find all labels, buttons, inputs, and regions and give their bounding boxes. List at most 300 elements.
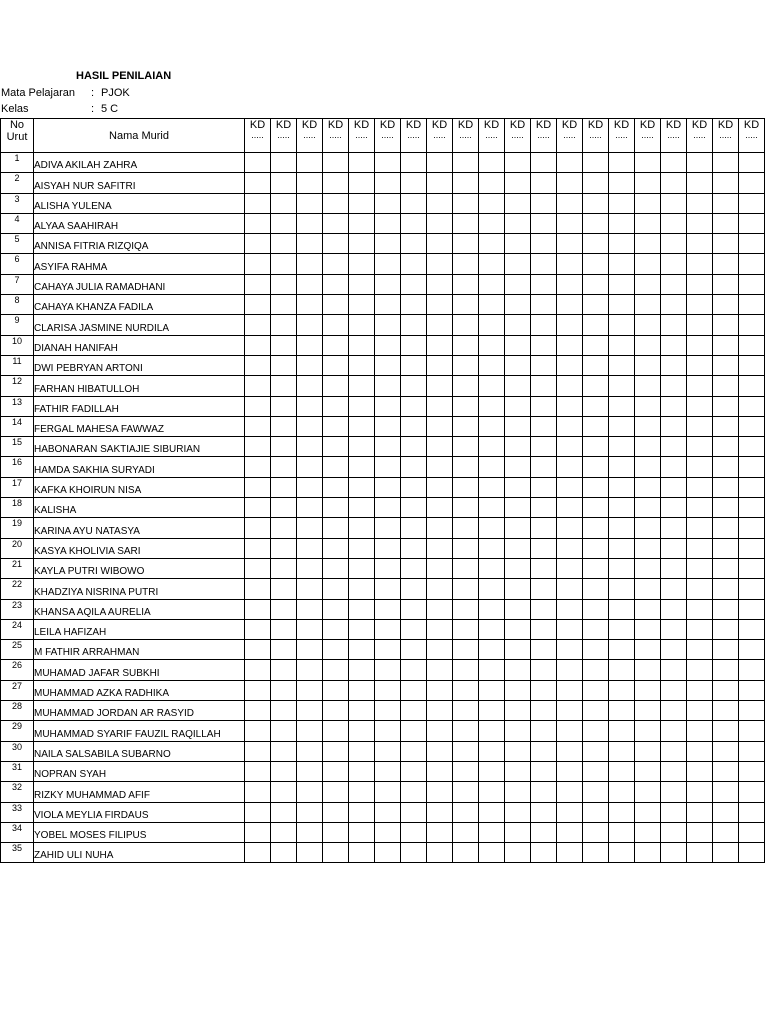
kd-score-cell[interactable] [427, 640, 453, 660]
kd-score-cell[interactable] [271, 660, 297, 680]
kd-score-cell[interactable] [687, 802, 713, 822]
kd-score-cell[interactable] [713, 822, 739, 842]
kd-score-cell[interactable] [583, 315, 609, 335]
kd-score-cell[interactable] [245, 802, 271, 822]
kd-score-cell[interactable] [245, 782, 271, 802]
kd-score-cell[interactable] [245, 619, 271, 639]
kd-score-cell[interactable] [739, 518, 765, 538]
kd-score-cell[interactable] [531, 518, 557, 538]
kd-score-cell[interactable] [583, 640, 609, 660]
kd-score-cell[interactable] [635, 782, 661, 802]
kd-score-cell[interactable] [453, 234, 479, 254]
kd-score-cell[interactable] [401, 213, 427, 233]
kd-score-cell[interactable] [635, 254, 661, 274]
kd-score-cell[interactable] [531, 335, 557, 355]
kd-score-cell[interactable] [323, 355, 349, 375]
kd-score-cell[interactable] [505, 335, 531, 355]
kd-score-cell[interactable] [245, 640, 271, 660]
kd-score-cell[interactable] [531, 640, 557, 660]
kd-score-cell[interactable] [271, 355, 297, 375]
kd-score-cell[interactable] [505, 498, 531, 518]
kd-score-cell[interactable] [427, 660, 453, 680]
kd-score-cell[interactable] [687, 234, 713, 254]
kd-score-cell[interactable] [245, 843, 271, 863]
kd-score-cell[interactable] [323, 234, 349, 254]
kd-score-cell[interactable] [635, 376, 661, 396]
kd-score-cell[interactable] [271, 477, 297, 497]
kd-score-cell[interactable] [739, 315, 765, 335]
kd-score-cell[interactable] [635, 416, 661, 436]
kd-score-cell[interactable] [323, 843, 349, 863]
kd-score-cell[interactable] [687, 782, 713, 802]
kd-score-cell[interactable] [713, 477, 739, 497]
kd-score-cell[interactable] [557, 274, 583, 294]
kd-score-cell[interactable] [245, 741, 271, 761]
kd-score-cell[interactable] [687, 437, 713, 457]
kd-score-cell[interactable] [271, 701, 297, 721]
kd-score-cell[interactable] [349, 234, 375, 254]
kd-score-cell[interactable] [427, 498, 453, 518]
kd-score-cell[interactable] [427, 416, 453, 436]
kd-score-cell[interactable] [297, 213, 323, 233]
kd-score-cell[interactable] [453, 822, 479, 842]
kd-score-cell[interactable] [453, 315, 479, 335]
kd-score-cell[interactable] [713, 680, 739, 700]
kd-score-cell[interactable] [271, 173, 297, 193]
kd-score-cell[interactable] [323, 416, 349, 436]
kd-score-cell[interactable] [453, 274, 479, 294]
kd-score-cell[interactable] [609, 721, 635, 741]
kd-score-cell[interactable] [635, 295, 661, 315]
kd-score-cell[interactable] [531, 680, 557, 700]
kd-score-cell[interactable] [375, 376, 401, 396]
kd-score-cell[interactable] [271, 721, 297, 741]
kd-score-cell[interactable] [557, 843, 583, 863]
kd-score-cell[interactable] [661, 761, 687, 781]
kd-score-cell[interactable] [531, 538, 557, 558]
kd-score-cell[interactable] [531, 376, 557, 396]
kd-score-cell[interactable] [557, 457, 583, 477]
kd-score-cell[interactable] [401, 619, 427, 639]
kd-score-cell[interactable] [687, 335, 713, 355]
kd-score-cell[interactable] [661, 782, 687, 802]
kd-score-cell[interactable] [375, 579, 401, 599]
kd-score-cell[interactable] [583, 335, 609, 355]
kd-score-cell[interactable] [245, 315, 271, 335]
kd-score-cell[interactable] [505, 315, 531, 335]
kd-score-cell[interactable] [453, 843, 479, 863]
kd-score-cell[interactable] [609, 761, 635, 781]
kd-score-cell[interactable] [427, 193, 453, 213]
kd-score-cell[interactable] [739, 761, 765, 781]
kd-score-cell[interactable] [609, 335, 635, 355]
kd-score-cell[interactable] [661, 193, 687, 213]
kd-score-cell[interactable] [453, 538, 479, 558]
kd-score-cell[interactable] [739, 579, 765, 599]
kd-score-cell[interactable] [427, 843, 453, 863]
kd-score-cell[interactable] [297, 660, 323, 680]
kd-score-cell[interactable] [609, 599, 635, 619]
kd-score-cell[interactable] [349, 355, 375, 375]
kd-score-cell[interactable] [297, 579, 323, 599]
kd-score-cell[interactable] [245, 457, 271, 477]
kd-score-cell[interactable] [687, 599, 713, 619]
kd-score-cell[interactable] [375, 234, 401, 254]
kd-score-cell[interactable] [375, 457, 401, 477]
kd-score-cell[interactable] [479, 660, 505, 680]
kd-score-cell[interactable] [635, 802, 661, 822]
kd-score-cell[interactable] [453, 558, 479, 578]
kd-score-cell[interactable] [323, 599, 349, 619]
kd-score-cell[interactable] [245, 234, 271, 254]
kd-score-cell[interactable] [609, 579, 635, 599]
kd-score-cell[interactable] [271, 315, 297, 335]
kd-score-cell[interactable] [635, 558, 661, 578]
kd-score-cell[interactable] [739, 396, 765, 416]
kd-score-cell[interactable] [453, 640, 479, 660]
kd-score-cell[interactable] [453, 701, 479, 721]
kd-score-cell[interactable] [609, 619, 635, 639]
kd-score-cell[interactable] [687, 680, 713, 700]
kd-score-cell[interactable] [271, 437, 297, 457]
kd-score-cell[interactable] [505, 376, 531, 396]
kd-score-cell[interactable] [323, 660, 349, 680]
kd-score-cell[interactable] [349, 254, 375, 274]
kd-score-cell[interactable] [739, 477, 765, 497]
kd-score-cell[interactable] [375, 173, 401, 193]
kd-score-cell[interactable] [479, 822, 505, 842]
kd-score-cell[interactable] [687, 660, 713, 680]
kd-score-cell[interactable] [505, 741, 531, 761]
kd-score-cell[interactable] [479, 335, 505, 355]
kd-score-cell[interactable] [323, 822, 349, 842]
kd-score-cell[interactable] [713, 234, 739, 254]
kd-score-cell[interactable] [453, 619, 479, 639]
kd-score-cell[interactable] [401, 396, 427, 416]
kd-score-cell[interactable] [609, 355, 635, 375]
kd-score-cell[interactable] [739, 335, 765, 355]
kd-score-cell[interactable] [375, 660, 401, 680]
kd-score-cell[interactable] [583, 538, 609, 558]
kd-score-cell[interactable] [349, 498, 375, 518]
kd-score-cell[interactable] [557, 579, 583, 599]
kd-score-cell[interactable] [609, 477, 635, 497]
kd-score-cell[interactable] [635, 437, 661, 457]
kd-score-cell[interactable] [583, 498, 609, 518]
kd-score-cell[interactable] [557, 416, 583, 436]
kd-score-cell[interactable] [297, 315, 323, 335]
kd-score-cell[interactable] [687, 761, 713, 781]
kd-score-cell[interactable] [323, 376, 349, 396]
kd-score-cell[interactable] [427, 761, 453, 781]
kd-score-cell[interactable] [583, 193, 609, 213]
kd-score-cell[interactable] [427, 213, 453, 233]
kd-score-cell[interactable] [739, 416, 765, 436]
kd-score-cell[interactable] [323, 558, 349, 578]
kd-score-cell[interactable] [401, 355, 427, 375]
kd-score-cell[interactable] [687, 640, 713, 660]
kd-score-cell[interactable] [661, 376, 687, 396]
kd-score-cell[interactable] [557, 498, 583, 518]
kd-score-cell[interactable] [427, 721, 453, 741]
kd-score-cell[interactable] [557, 396, 583, 416]
kd-score-cell[interactable] [479, 680, 505, 700]
kd-score-cell[interactable] [401, 640, 427, 660]
kd-score-cell[interactable] [271, 802, 297, 822]
kd-score-cell[interactable] [297, 173, 323, 193]
kd-score-cell[interactable] [271, 498, 297, 518]
kd-score-cell[interactable] [479, 619, 505, 639]
kd-score-cell[interactable] [557, 234, 583, 254]
kd-score-cell[interactable] [687, 193, 713, 213]
kd-score-cell[interactable] [583, 619, 609, 639]
kd-score-cell[interactable] [531, 660, 557, 680]
kd-score-cell[interactable] [271, 457, 297, 477]
kd-score-cell[interactable] [297, 802, 323, 822]
kd-score-cell[interactable] [401, 335, 427, 355]
kd-score-cell[interactable] [401, 782, 427, 802]
kd-score-cell[interactable] [479, 355, 505, 375]
kd-score-cell[interactable] [531, 274, 557, 294]
kd-score-cell[interactable] [583, 701, 609, 721]
kd-score-cell[interactable] [557, 193, 583, 213]
kd-score-cell[interactable] [401, 701, 427, 721]
kd-score-cell[interactable] [687, 295, 713, 315]
kd-score-cell[interactable] [687, 538, 713, 558]
kd-score-cell[interactable] [453, 173, 479, 193]
kd-score-cell[interactable] [635, 335, 661, 355]
kd-score-cell[interactable] [557, 701, 583, 721]
kd-score-cell[interactable] [401, 274, 427, 294]
kd-score-cell[interactable] [479, 234, 505, 254]
kd-score-cell[interactable] [661, 579, 687, 599]
kd-score-cell[interactable] [661, 518, 687, 538]
kd-score-cell[interactable] [557, 295, 583, 315]
kd-score-cell[interactable] [635, 822, 661, 842]
kd-score-cell[interactable] [687, 173, 713, 193]
kd-score-cell[interactable] [375, 355, 401, 375]
kd-score-cell[interactable] [661, 213, 687, 233]
kd-score-cell[interactable] [297, 295, 323, 315]
kd-score-cell[interactable] [479, 843, 505, 863]
kd-score-cell[interactable] [271, 741, 297, 761]
kd-score-cell[interactable] [635, 843, 661, 863]
kd-score-cell[interactable] [687, 843, 713, 863]
kd-score-cell[interactable] [323, 295, 349, 315]
kd-score-cell[interactable] [531, 822, 557, 842]
kd-score-cell[interactable] [609, 843, 635, 863]
kd-score-cell[interactable] [557, 538, 583, 558]
kd-score-cell[interactable] [609, 376, 635, 396]
kd-score-cell[interactable] [713, 173, 739, 193]
kd-score-cell[interactable] [479, 599, 505, 619]
kd-score-cell[interactable] [271, 599, 297, 619]
kd-score-cell[interactable] [583, 843, 609, 863]
kd-score-cell[interactable] [375, 599, 401, 619]
kd-score-cell[interactable] [479, 761, 505, 781]
kd-score-cell[interactable] [713, 376, 739, 396]
kd-score-cell[interactable] [323, 701, 349, 721]
kd-score-cell[interactable] [505, 173, 531, 193]
kd-score-cell[interactable] [635, 660, 661, 680]
kd-score-cell[interactable] [479, 477, 505, 497]
kd-score-cell[interactable] [479, 173, 505, 193]
kd-score-cell[interactable] [323, 802, 349, 822]
kd-score-cell[interactable] [245, 173, 271, 193]
kd-score-cell[interactable] [661, 254, 687, 274]
kd-score-cell[interactable] [739, 498, 765, 518]
kd-score-cell[interactable] [661, 680, 687, 700]
kd-score-cell[interactable] [687, 274, 713, 294]
kd-score-cell[interactable] [635, 457, 661, 477]
kd-score-cell[interactable] [531, 802, 557, 822]
kd-score-cell[interactable] [427, 376, 453, 396]
kd-score-cell[interactable] [271, 193, 297, 213]
kd-score-cell[interactable] [349, 579, 375, 599]
kd-score-cell[interactable] [349, 477, 375, 497]
kd-score-cell[interactable] [271, 579, 297, 599]
kd-score-cell[interactable] [375, 335, 401, 355]
kd-score-cell[interactable] [427, 457, 453, 477]
kd-score-cell[interactable] [479, 193, 505, 213]
kd-score-cell[interactable] [349, 376, 375, 396]
kd-score-cell[interactable] [635, 498, 661, 518]
kd-score-cell[interactable] [349, 660, 375, 680]
kd-score-cell[interactable] [427, 782, 453, 802]
kd-score-cell[interactable] [427, 254, 453, 274]
kd-score-cell[interactable] [349, 701, 375, 721]
kd-score-cell[interactable] [687, 701, 713, 721]
kd-score-cell[interactable] [375, 477, 401, 497]
kd-score-cell[interactable] [349, 295, 375, 315]
kd-score-cell[interactable] [349, 457, 375, 477]
kd-score-cell[interactable] [297, 396, 323, 416]
kd-score-cell[interactable] [479, 782, 505, 802]
kd-score-cell[interactable] [479, 153, 505, 173]
kd-score-cell[interactable] [661, 660, 687, 680]
kd-score-cell[interactable] [687, 477, 713, 497]
kd-score-cell[interactable] [661, 741, 687, 761]
kd-score-cell[interactable] [531, 254, 557, 274]
kd-score-cell[interactable] [453, 213, 479, 233]
kd-score-cell[interactable] [505, 701, 531, 721]
kd-score-cell[interactable] [583, 761, 609, 781]
kd-score-cell[interactable] [375, 315, 401, 335]
kd-score-cell[interactable] [479, 457, 505, 477]
kd-score-cell[interactable] [609, 538, 635, 558]
kd-score-cell[interactable] [557, 355, 583, 375]
kd-score-cell[interactable] [661, 355, 687, 375]
kd-score-cell[interactable] [583, 477, 609, 497]
kd-score-cell[interactable] [661, 599, 687, 619]
kd-score-cell[interactable] [583, 741, 609, 761]
kd-score-cell[interactable] [427, 822, 453, 842]
kd-score-cell[interactable] [531, 498, 557, 518]
kd-score-cell[interactable] [687, 518, 713, 538]
kd-score-cell[interactable] [713, 274, 739, 294]
kd-score-cell[interactable] [479, 538, 505, 558]
kd-score-cell[interactable] [661, 315, 687, 335]
kd-score-cell[interactable] [661, 295, 687, 315]
kd-score-cell[interactable] [583, 518, 609, 538]
kd-score-cell[interactable] [557, 741, 583, 761]
kd-score-cell[interactable] [609, 457, 635, 477]
kd-score-cell[interactable] [349, 416, 375, 436]
kd-score-cell[interactable] [583, 437, 609, 457]
kd-score-cell[interactable] [505, 619, 531, 639]
kd-score-cell[interactable] [557, 599, 583, 619]
kd-score-cell[interactable] [661, 538, 687, 558]
kd-score-cell[interactable] [583, 680, 609, 700]
kd-score-cell[interactable] [479, 254, 505, 274]
kd-score-cell[interactable] [609, 518, 635, 538]
kd-score-cell[interactable] [713, 213, 739, 233]
kd-score-cell[interactable] [271, 843, 297, 863]
kd-score-cell[interactable] [635, 396, 661, 416]
kd-score-cell[interactable] [297, 741, 323, 761]
kd-score-cell[interactable] [609, 680, 635, 700]
kd-score-cell[interactable] [609, 213, 635, 233]
kd-score-cell[interactable] [427, 518, 453, 538]
kd-score-cell[interactable] [609, 437, 635, 457]
kd-score-cell[interactable] [687, 153, 713, 173]
kd-score-cell[interactable] [661, 477, 687, 497]
kd-score-cell[interactable] [713, 295, 739, 315]
kd-score-cell[interactable] [323, 498, 349, 518]
kd-score-cell[interactable] [635, 538, 661, 558]
kd-score-cell[interactable] [505, 538, 531, 558]
kd-score-cell[interactable] [687, 355, 713, 375]
kd-score-cell[interactable] [505, 396, 531, 416]
kd-score-cell[interactable] [583, 173, 609, 193]
kd-score-cell[interactable] [557, 782, 583, 802]
kd-score-cell[interactable] [453, 680, 479, 700]
kd-score-cell[interactable] [297, 538, 323, 558]
kd-score-cell[interactable] [739, 660, 765, 680]
kd-score-cell[interactable] [713, 518, 739, 538]
kd-score-cell[interactable] [609, 173, 635, 193]
kd-score-cell[interactable] [713, 619, 739, 639]
kd-score-cell[interactable] [687, 822, 713, 842]
kd-score-cell[interactable] [323, 680, 349, 700]
kd-score-cell[interactable] [245, 660, 271, 680]
kd-score-cell[interactable] [687, 498, 713, 518]
kd-score-cell[interactable] [583, 355, 609, 375]
kd-score-cell[interactable] [297, 843, 323, 863]
kd-score-cell[interactable] [557, 153, 583, 173]
kd-score-cell[interactable] [661, 640, 687, 660]
kd-score-cell[interactable] [739, 802, 765, 822]
kd-score-cell[interactable] [609, 782, 635, 802]
kd-score-cell[interactable] [427, 274, 453, 294]
kd-score-cell[interactable] [323, 640, 349, 660]
kd-score-cell[interactable] [245, 416, 271, 436]
kd-score-cell[interactable] [479, 396, 505, 416]
kd-score-cell[interactable] [245, 498, 271, 518]
kd-score-cell[interactable] [271, 518, 297, 538]
kd-score-cell[interactable] [401, 173, 427, 193]
kd-score-cell[interactable] [349, 822, 375, 842]
kd-score-cell[interactable] [713, 396, 739, 416]
kd-score-cell[interactable] [297, 355, 323, 375]
kd-score-cell[interactable] [427, 741, 453, 761]
kd-score-cell[interactable] [687, 579, 713, 599]
kd-score-cell[interactable] [427, 802, 453, 822]
kd-score-cell[interactable] [453, 153, 479, 173]
kd-score-cell[interactable] [453, 376, 479, 396]
kd-score-cell[interactable] [505, 721, 531, 741]
kd-score-cell[interactable] [297, 498, 323, 518]
